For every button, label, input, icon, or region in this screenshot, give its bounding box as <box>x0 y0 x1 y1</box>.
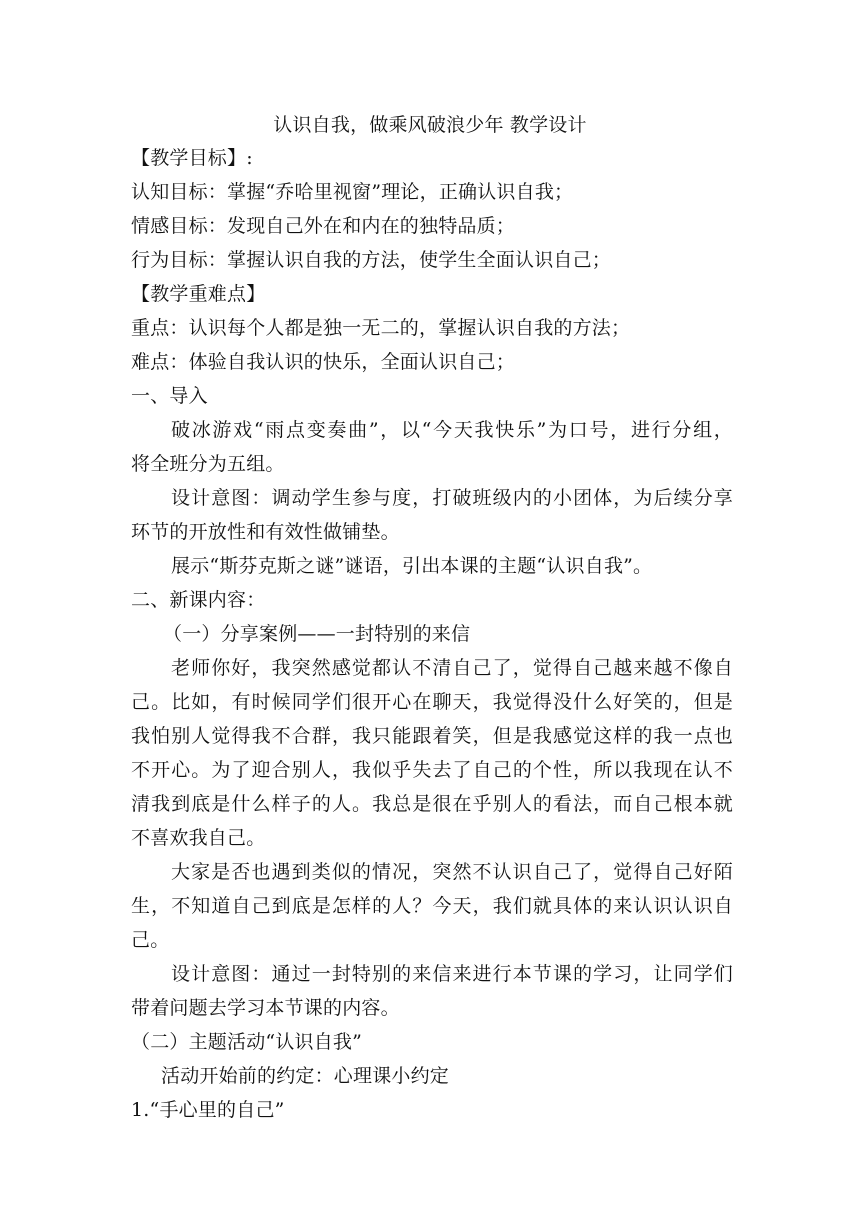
section-heading-teaching-goals: 【教学目标】: <box>131 147 253 169</box>
document-title: 认识自我，做乘风破浪少年 教学设计 <box>273 114 587 136</box>
letter-paragraph-line: 己。比如，有时候同学们很开心在聊天，我觉得没什么好笑的，但是 <box>131 691 733 713</box>
behavior-goal-line: 行为目标：掌握认识自我的方法，使学生全面认识自己； <box>131 249 612 271</box>
letter-paragraph-line: 不开心。为了迎合别人，我似乎失去了自己的个性，所以我现在认不 <box>131 759 733 781</box>
letter-paragraph-line: 老师你好，我突然感觉都认不清自己了，觉得自己越来越不像自 <box>171 657 733 679</box>
difficult-point-line: 难点：体验自我认识的快乐，全面认识自己； <box>131 351 516 373</box>
cognitive-goal-line: 认知目标：掌握“乔哈里视窗”理论，正确认识自我； <box>131 181 574 203</box>
paragraph-line: 活动开始前的约定：心理课小约定 <box>161 1065 450 1087</box>
key-point-line: 重点：认识每个人都是独一无二的，掌握认识自我的方法； <box>131 317 631 339</box>
emotional-goal-line: 情感目标：发现自己外在和内在的独特品质； <box>131 215 516 237</box>
subsection-heading-theme-activity: （二）主题活动“认识自我” <box>131 1031 363 1053</box>
letter-paragraph-line: 不喜欢我自己。 <box>131 827 266 849</box>
paragraph-line: 设计意图：通过一封特别的来信来进行本节课的学习，让同学们 <box>171 963 733 985</box>
paragraph-line: 大家是否也遇到类似的情况，突然不认识自己了，觉得自己好陌 <box>171 861 733 883</box>
paragraph-line: 己。 <box>131 929 170 951</box>
paragraph-line: 带着问题去学习本节课的内容。 <box>131 997 400 1019</box>
paragraph-line: 环节的开放性和有效性做铺垫。 <box>131 521 400 543</box>
letter-paragraph-line: 我怕别人觉得我不合群，我只能跟着笑，但是我感觉这样的我一点也 <box>131 725 733 747</box>
section-heading-key-points: 【教学重难点】 <box>131 283 266 305</box>
paragraph-line: 展示“斯芬克斯之谜”谜语，引出本课的主题“认识自我”。 <box>171 555 653 577</box>
section-heading-new-content: 二、新课内容： <box>131 589 266 611</box>
paragraph-line: 将全班分为五组。 <box>131 453 285 475</box>
paragraph-line: 生，不知道自己到底是怎样的人？今天，我们就具体的来认识认识自 <box>131 895 733 917</box>
paragraph-line: 设计意图：调动学生参与度，打破班级内的小团体，为后续分享 <box>171 487 733 509</box>
paragraph-line: 破冰游戏“雨点变奏曲”，以“今天我快乐”为口号，进行分组， <box>171 419 733 441</box>
section-heading-introduction: 一、导入 <box>131 385 208 407</box>
letter-paragraph-line: 清我到底是什么样子的人。我总是很在乎别人的看法，而自己根本就 <box>131 793 733 815</box>
subsection-heading-case-sharing: （一）分享案例——一封特别的来信 <box>163 623 471 645</box>
activity-item-heading: 1.“手心里的自己” <box>131 1099 285 1121</box>
